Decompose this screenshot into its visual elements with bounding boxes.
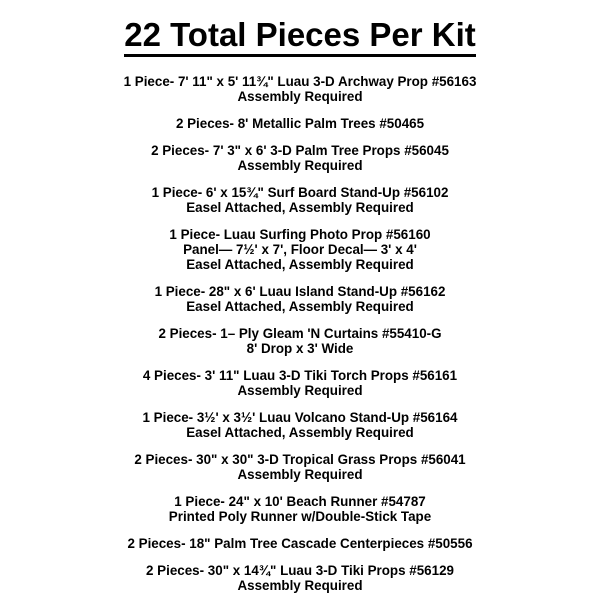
item-note: Assembly Required — [237, 578, 363, 593]
item-description: 1 Piece- 7' 11" x 5' 11¾" Luau 3-D Archway Prop #56163 — [123, 74, 477, 89]
list-item — [0, 410, 600, 440]
item-note: Assembly Required — [237, 158, 363, 173]
list-item — [0, 536, 600, 551]
list-item — [0, 563, 600, 593]
item-note: Printed Poly Runner w/Double-Stick Tape — [168, 509, 432, 524]
item-description: 2 Pieces- 1– Ply Gleam 'N Curtains #55410-G — [158, 326, 442, 341]
item-note: Assembly Required — [237, 383, 363, 398]
list-item — [0, 284, 600, 314]
item-description: 1 Piece- 28" x 6' Luau Island Stand-Up #56162 — [154, 284, 446, 299]
kit-item-list — [0, 74, 600, 605]
list-item — [0, 74, 600, 104]
list-item — [0, 452, 600, 482]
list-item — [0, 227, 600, 272]
page-title-text: 22 Total Pieces Per Kit — [124, 16, 476, 57]
item-description: 4 Pieces- 3' 11" Luau 3-D Tiki Torch Props #56161 — [142, 368, 458, 383]
item-note: Easel Attached, Assembly Required — [186, 257, 414, 272]
item-description: 2 Pieces- 8' Metallic Palm Trees #50465 — [175, 116, 425, 131]
item-note: Easel Attached, Assembly Required — [186, 200, 414, 215]
item-description: 1 Piece- 6' x 15¾" Surf Board Stand-Up #56102 — [151, 185, 449, 200]
item-description: 2 Pieces- 7' 3" x 6' 3-D Palm Tree Props #56045 — [151, 143, 449, 158]
item-description: 2 Pieces- 18" Palm Tree Cascade Centerpieces #50556 — [127, 536, 473, 551]
item-note: 8' Drop x 3' Wide — [246, 341, 354, 356]
item-description: 2 Pieces- 30" x 14¾" Luau 3-D Tiki Props #56129 — [146, 563, 454, 578]
item-description: 1 Piece- 24" x 10' Beach Runner #54787 — [174, 494, 426, 509]
item-note: Assembly Required — [237, 89, 363, 104]
item-note: Easel Attached, Assembly Required — [186, 425, 414, 440]
item-description: 2 Pieces- 30" x 30" 3-D Tropical Grass Props #56041 — [134, 452, 466, 467]
list-item — [0, 326, 600, 356]
item-detail: Panel— 7½' x 7', Floor Decal— 3' x 4' — [183, 242, 417, 257]
list-item — [0, 494, 600, 524]
item-description: 1 Piece- 3½' x 3½' Luau Volcano Stand-Up #56164 — [142, 410, 458, 425]
list-item — [0, 143, 600, 173]
list-item — [0, 116, 600, 131]
page-title — [0, 14, 600, 56]
item-description: 1 Piece- Luau Surfing Photo Prop #56160 — [169, 227, 431, 242]
list-item — [0, 185, 600, 215]
item-note: Easel Attached, Assembly Required — [186, 299, 414, 314]
item-note: Assembly Required — [237, 467, 363, 482]
list-item — [0, 368, 600, 398]
